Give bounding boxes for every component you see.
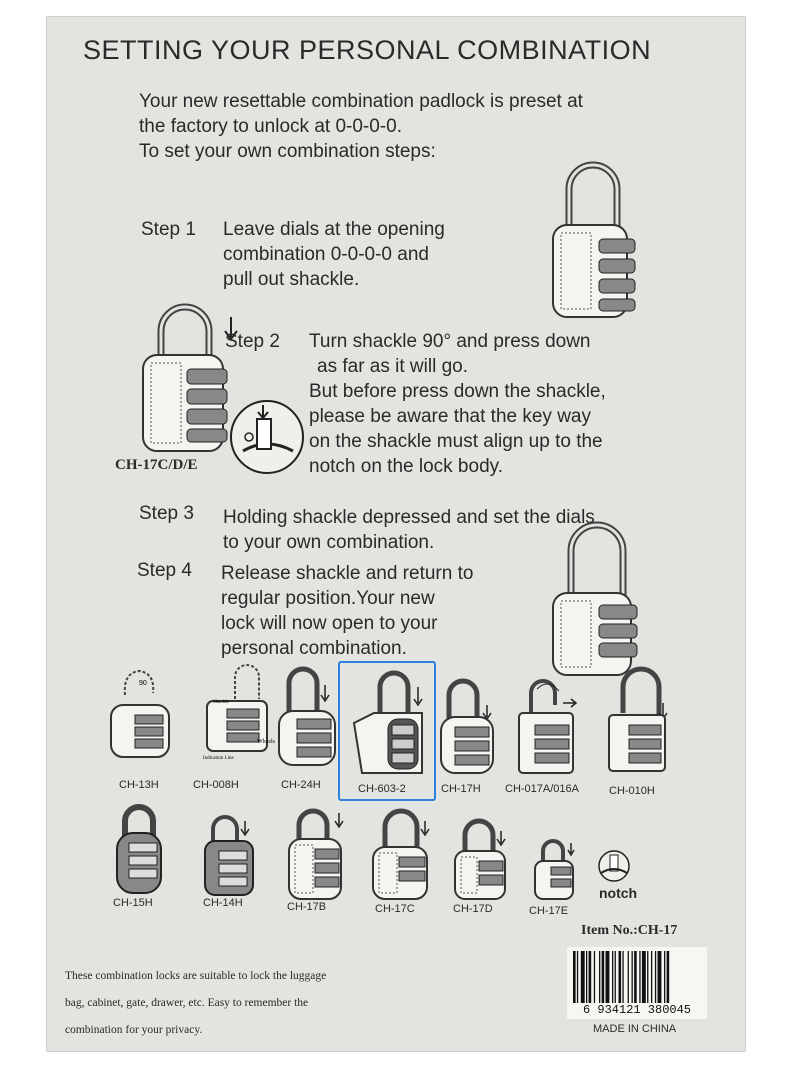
lock-ch-17b-illustration <box>285 807 345 903</box>
barcode-bar <box>602 951 605 1003</box>
angle-label: 90 <box>139 680 147 687</box>
step-2-label: Step 2 <box>225 331 280 352</box>
lock-ch-010h-illustration <box>603 667 673 777</box>
step-line: Turn shackle 90° and press down <box>309 331 591 352</box>
barcode-bar <box>632 951 633 1003</box>
barcode-bar <box>634 951 637 1003</box>
footer-line: bag, cabinet, gate, drawer, etc. Easy to remember the <box>65 997 309 1009</box>
lock-ch-603-2-illustration <box>348 669 428 779</box>
barcode-bar <box>667 951 670 1003</box>
step-line: personal combination. <box>221 638 407 659</box>
step-3-label: Step 3 <box>139 503 194 524</box>
barcode-bar <box>586 951 587 1003</box>
step-line: to your own combination. <box>223 532 435 553</box>
made-in-label: MADE IN CHINA <box>593 1023 677 1035</box>
notch-label: notch <box>599 885 638 901</box>
barcode-bar <box>599 951 600 1003</box>
footer-line: These combination locks are suitable to lock the luggage <box>65 970 327 982</box>
model-label: CH-17C/D/E <box>115 457 198 473</box>
lock-caption: CH-008H <box>193 779 239 791</box>
step-line: on the shackle must align up to the <box>309 431 603 452</box>
step-line: lock will now open to your <box>221 613 438 634</box>
step-line: Holding shackle depressed and set the dials <box>223 507 595 528</box>
lock-ch-24h-illustration <box>275 665 339 769</box>
intro-line: To set your own combination steps: <box>139 141 436 162</box>
notch-icon <box>597 849 631 883</box>
notch-detail-illustration <box>227 397 307 477</box>
wheels-label: Wheels <box>257 739 275 745</box>
barcode-bar <box>606 951 610 1003</box>
lock-caption: CH-14H <box>203 897 243 909</box>
lock-ch-17e-illustration <box>533 837 579 903</box>
step-line: pull out shackle. <box>223 269 360 290</box>
barcode-bar <box>628 951 629 1003</box>
barcode-number: 6 934121 380045 <box>582 1003 692 1017</box>
step-line: Release shackle and return to <box>221 563 474 584</box>
barcode-bar <box>589 951 592 1003</box>
barcode-bar <box>594 951 595 1003</box>
lock-ch-15h-illustration <box>111 803 167 897</box>
shackle-label: Shackle <box>213 700 229 705</box>
step-line: combination 0-0-0-0 and <box>223 244 429 265</box>
intro-line: Your new resettable combination padlock is preset at <box>139 91 583 112</box>
barcode-bar <box>658 951 662 1003</box>
page-title: SETTING YOUR PERSONAL COMBINATION <box>83 35 652 65</box>
footer-line: combination for your privacy. <box>65 1024 203 1036</box>
lock-ch-14h-illustration <box>199 813 259 903</box>
lock-caption: CH-17D <box>453 903 493 915</box>
step-line: notch on the lock body. <box>309 456 503 477</box>
step-3-text <box>223 505 595 555</box>
barcode-bar <box>581 951 585 1003</box>
lock-caption: CH-24H <box>281 779 321 791</box>
barcode-bar <box>615 951 616 1003</box>
barcode-bar <box>573 951 576 1003</box>
instruction-card <box>46 16 746 1052</box>
lock-ch-17c-illustration <box>369 807 433 903</box>
lock-caption: CH-13H <box>119 779 159 791</box>
step-line: as far as it will go. <box>317 356 468 377</box>
item-number: Item No.:CH-17 <box>581 923 678 938</box>
lock-caption: CH-17C <box>375 903 415 915</box>
step-4-label: Step 4 <box>137 560 192 581</box>
barcode-bar <box>651 951 652 1003</box>
selected-lock-highlight[interactable] <box>338 661 436 801</box>
indication-line-label: Indication Line <box>203 756 234 761</box>
barcode-bar <box>647 951 648 1003</box>
step-1-text <box>223 217 445 292</box>
padlock-illustration-step1 <box>547 167 647 327</box>
step-line: But before press down the shackle, <box>309 381 606 402</box>
lock-caption: CH-17E <box>529 905 569 917</box>
lock-caption: CH-017A/016A <box>505 783 579 795</box>
lock-caption: CH-010H <box>609 785 655 797</box>
step-line: please be aware that the key way <box>309 406 592 427</box>
barcode-bar <box>577 951 578 1003</box>
step-line: Leave dials at the opening <box>223 219 445 240</box>
barcode-bar <box>664 951 665 1003</box>
lock-caption: CH-15H <box>113 897 153 909</box>
barcode-bar <box>639 951 640 1003</box>
barcode-bar <box>655 951 656 1003</box>
intro-line: the factory to unlock at 0-0-0-0. <box>139 116 402 137</box>
barcode-bar <box>642 951 646 1003</box>
step-2-text <box>309 329 606 479</box>
lock-caption: CH-17H <box>441 783 481 795</box>
lock-caption-selected: CH-603-2 <box>358 783 406 795</box>
footer-text <box>65 963 405 1044</box>
step-line: regular position.Your new <box>221 588 435 609</box>
barcode-bar <box>619 951 622 1003</box>
lock-ch-17d-illustration <box>451 817 511 903</box>
padlock-illustration-step4 <box>549 527 649 677</box>
lock-ch-13h-illustration <box>105 663 175 763</box>
lock-ch-008h-illustration <box>197 663 287 763</box>
step-1-label: Step 1 <box>141 219 196 240</box>
step-4-text <box>221 561 473 661</box>
lock-caption: CH-17B <box>287 901 327 913</box>
lock-ch-17h-illustration <box>437 677 497 777</box>
barcode-bar <box>622 951 623 1003</box>
lock-ch-017a-016a-illustration <box>513 675 583 779</box>
intro-text <box>139 89 699 164</box>
barcode-bar <box>612 951 613 1003</box>
